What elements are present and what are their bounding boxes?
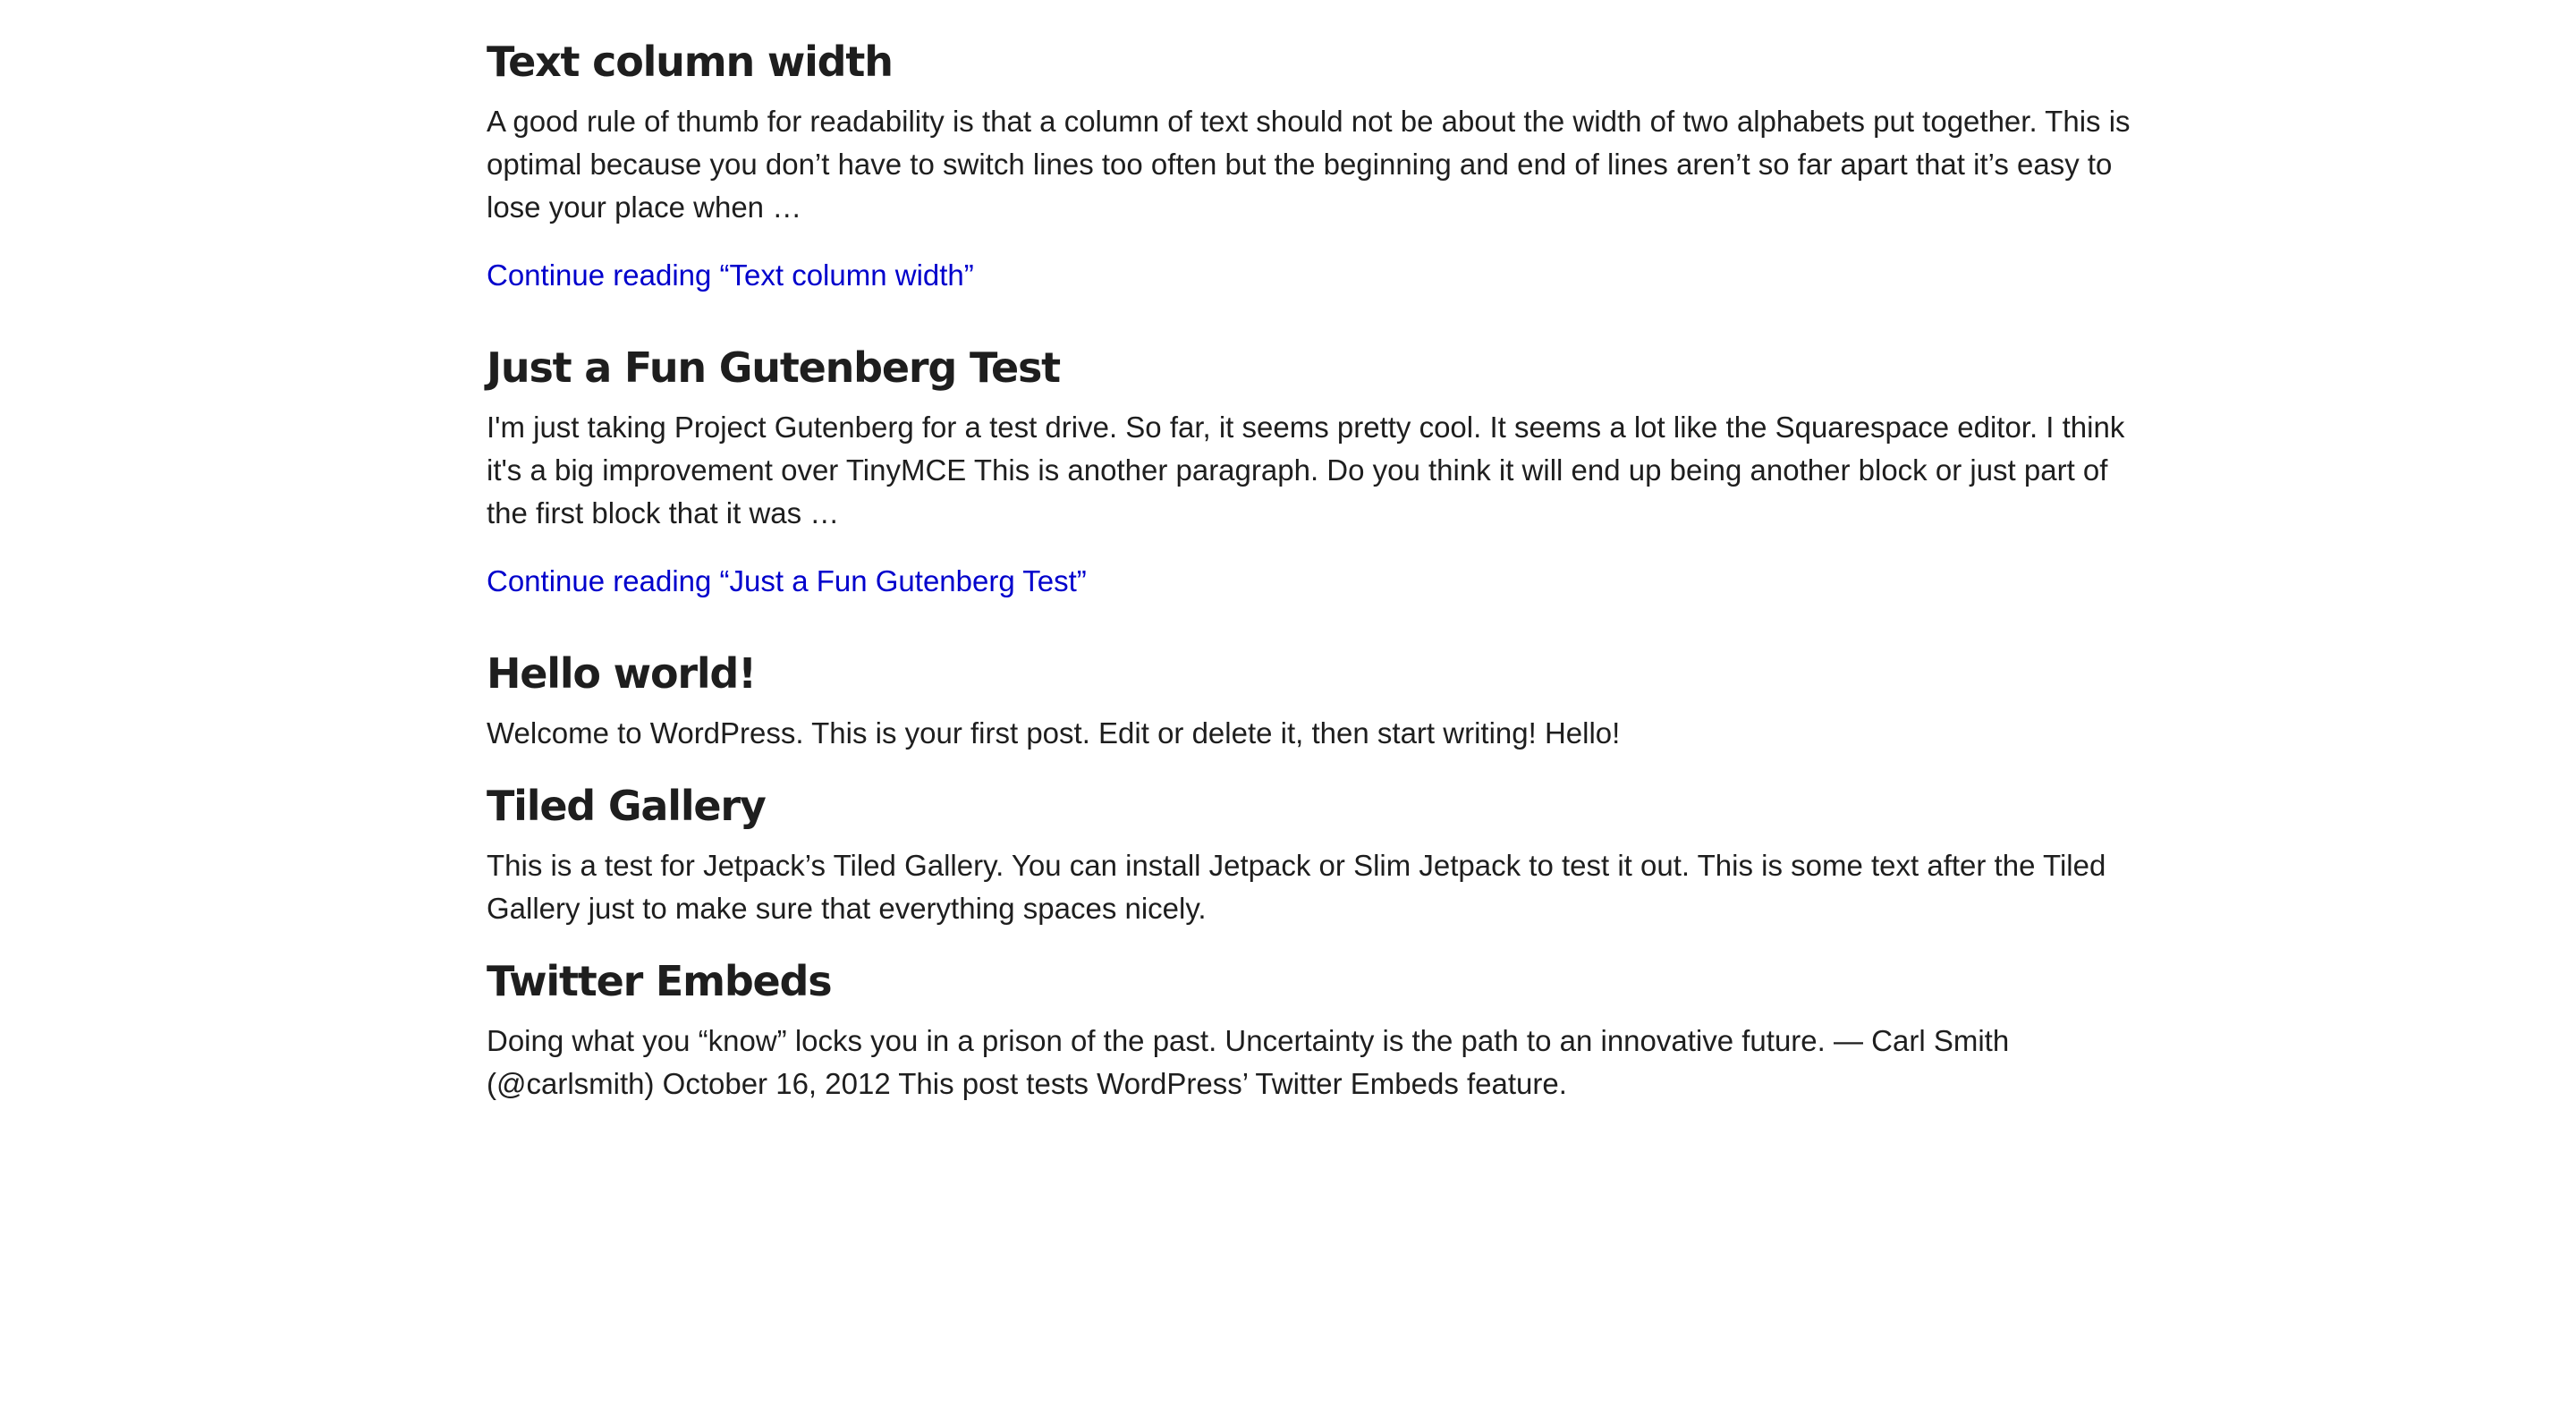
post-title[interactable]: Tiled Gallery [487, 782, 766, 830]
continue-reading-link[interactable]: Continue reading “Just a Fun Gutenberg Test” [487, 564, 1087, 597]
post-excerpt: Welcome to WordPress. This is your first post. Edit or delete it, then start writing! Hello! [487, 716, 1621, 750]
post-excerpt: This is a test for Jetpack’s Tiled Gallery. You can install Jetpack or Slim Jetpack to test it out. This is some text after the Tiled Gallery just to make sure that everything spaces nicely. [487, 849, 2106, 925]
post-title[interactable]: Just a Fun Gutenberg Test [487, 343, 1060, 392]
post-just-a-fun-gutenberg-test [487, 342, 2132, 623]
post-twitter-embeds [487, 955, 2132, 1105]
post-hello-world [487, 648, 2132, 755]
post-excerpt: I'm just taking Project Gutenberg for a test drive. So far, it seems pretty cool. It seems a lot like the Squarespace editor. I think it's a big improvement over TinyMCE This is another paragraph. Do you think it will end up being another block or just part of the first block that it was … [487, 411, 2125, 529]
post-list [487, 36, 2132, 1131]
post-excerpt: Doing what you “know” locks you in a prison of the past. Uncertainty is the path to an innovative future. — Carl Smith (@carlsmith) October 16, 2012 This post tests WordPress’ Twitter Embeds feature. [487, 1024, 2010, 1100]
post-title[interactable]: Twitter Embeds [487, 957, 832, 1005]
post-excerpt: A good rule of thumb for readability is that a column of text should not be about the width of two alphabets put together. This is optimal because you don’t have to switch lines too often but the beginning and end of lines aren’t so far apart that it’s easy to lose your place when … [487, 105, 2131, 224]
post-title[interactable]: Hello world! [487, 649, 756, 698]
post-text-column-width [487, 36, 2132, 317]
post-tiled-gallery [487, 780, 2132, 930]
post-title[interactable]: Text column width [487, 38, 893, 86]
continue-reading-link[interactable]: Continue reading “Text column width” [487, 258, 974, 292]
